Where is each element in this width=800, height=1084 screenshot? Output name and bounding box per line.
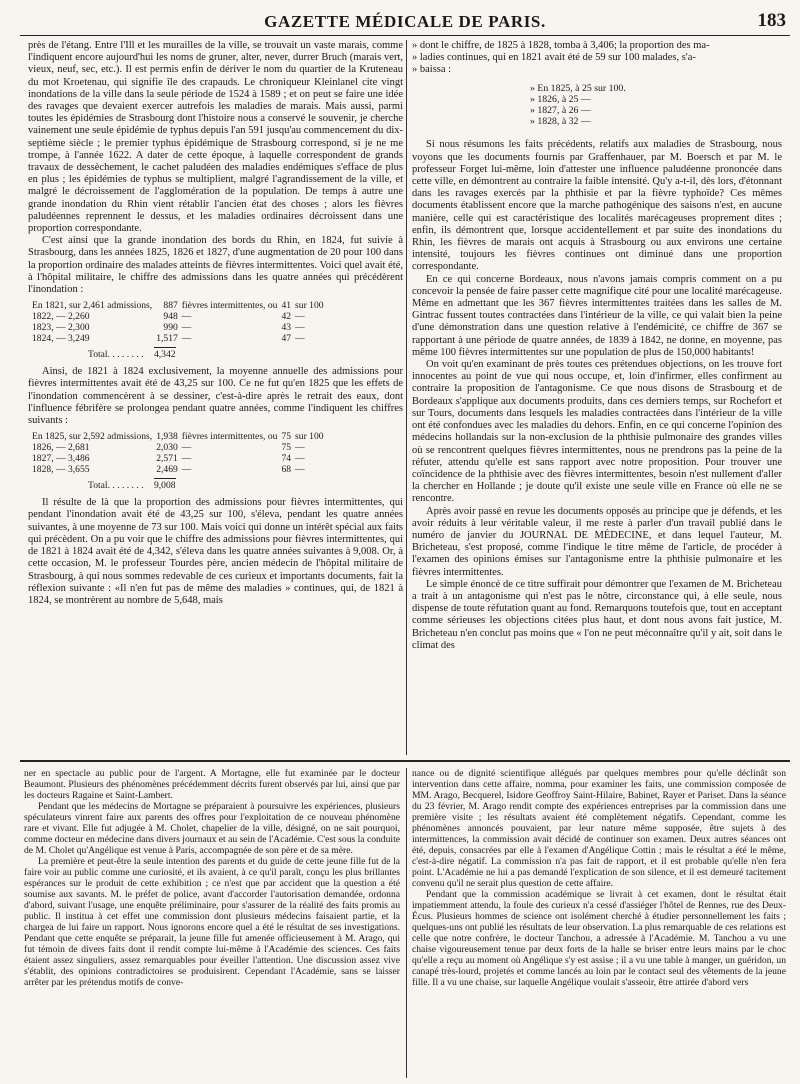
table-cell: — — [295, 464, 305, 476]
table-cell: — — [181, 453, 192, 465]
continuous-diseases-table — [530, 83, 631, 128]
page-number: 183 — [757, 10, 786, 31]
upper-right-column — [412, 40, 782, 755]
table-row — [32, 311, 328, 322]
feuilleton-section — [20, 768, 790, 1078]
feuilleton-separator — [20, 760, 790, 762]
quotation — [412, 40, 782, 77]
table-cell: 68 — [281, 464, 292, 476]
paragraph: On voit qu'en examinant de près toutes ces prétendues objections, on les trouve fort innocentes au point de vue qui nous occupe, et, loin d'infirmer, elles confirment au contraire la proposition de l'antagonisme. Ce que nous disons de Strasbourg et de Bordeaux s'applique aux documents produits, dans ces derniers temps, sur Rochefort et sur Tours, documents dans lesquels les maladies contractées dans l'intérieur de la ville ont été confondues avec les maladies du dehors. Enfin, en ce qui concerne l'opinion des médecins hollandais sur la non-exclusion de la phthisie pulmonaire des grandes villes où se rencontrent quelques fièvres intermittentes, nous ne prendrons pas la peine de la réfuter, attendu qu'elle est sans rapport avec notre proposition. Pour trouver une coïncidence de la phthisie avec des fièvres intermittentes, besoin n'est nullement d'aller la chercher en Hollande ; je doute qu'il existe une seule ville en France où elle ne se rencontre. — [412, 359, 782, 505]
table-cell: 948 — [163, 311, 178, 323]
total-label: Total. . . . . . . . — [88, 349, 144, 361]
table-cell: — — [181, 322, 192, 334]
table-row — [32, 322, 328, 333]
table-cell: 1828, — 3,655 — [32, 464, 90, 476]
table-cell: — — [181, 333, 192, 345]
paragraph: nance ou de dignité scientifique allégués par quelques membres pour qu'elle déclinât son intervention dans cette affaire, nomma, pour examiner les faits, une commission composée de MM. Arago, Becquerel, Isidore Geoffroy Saint-Hilaire, Babinet, Rayer et Pariset. Dans la séance du 23 février, M. Arago rendit compte des expériences entreprises par la commission dans une première visite ; les résultats avaient été complètement négatifs. Cependant, comme les phénomènes annoncés pouvaient, par leur nature même supposée, être sujets à des intermittences, la commission avait décidé de continuer son examen. Deux autres séances ont été, depuis, consacrées par elle à l'examen d'Angélique Cottin ; mais le résultat a été le même, c'est-à-dire négatif. La commission n'a pas fait de rapport, et il est probable qu'elle n'en fera point. L'Académie ne lui a pas demandé l'explication de son silence, et il est demeuré tacitement convenu qu'il ne serait plus question de cette affaire. — [412, 768, 786, 889]
table-cell: 1,938 — [156, 431, 178, 443]
table-cell: 1826, — 2,681 — [32, 442, 90, 454]
table-cell: — — [295, 333, 305, 345]
upper-left-column — [28, 40, 403, 755]
table-cell: — — [295, 322, 305, 334]
table-row — [530, 116, 631, 127]
table-cell: 887 — [163, 300, 178, 312]
table-row — [530, 94, 631, 105]
paragraph: Après avoir passé en revue les documents opposés au principe que je défends, et les avoir réduits à leur véritable valeur, il me reste à parler d'un travail publié dans le numéro de janvier du JOURNAL DE MÉDECINE, et dans lequel l'auteur, M. Bricheteau, s'est proposé, comme l'indique le titre même de l'article, de procéder à l'examen des opinions émises sur l'antagonisme entre la phthisie pulmonaire et les fièvres intermittentes. — [412, 505, 782, 578]
lower-left-column — [24, 768, 400, 1078]
total-value: 4,342 — [153, 349, 176, 361]
admissions-table-1825-1828 — [32, 431, 328, 475]
table-cell: 1827, — 3,486 — [32, 453, 90, 465]
journal-title: GAZETTE MÉDICALE DE PARIS. — [264, 12, 546, 31]
table-cell: 990 — [163, 322, 178, 334]
table-cell: 75 — [281, 442, 292, 454]
table-cell: — — [295, 453, 305, 465]
table-cell: fièvres intermittentes, ou — [181, 431, 278, 443]
paragraph: La première et peut-être la seule intention des parents et du guide de cette jeune fille fut de la faire voir au public comme une curiosité, et ils avaient, à ce qu'il paraît, conçu les plus brillantes espérances sur le produit de cette exhibition ; ce n'est que par accident que la question a été soumise aux savants. M. le préfet de police, avant d'accorder l'autorisation demandée, ordonna d'abord, suivant l'usage, une enquête préliminaire, pour s'assurer de la réalité des faits promis au public. Il institua à cet effet une commission dont plusieurs médecins faisaient partie, et la chargea de lui faire un rapport. Nous ignorons encore quel a été le résultat de ses investigations. Pendant que cette enquête se préparait, la jeune fille fut amenée officieusement à M. Arago, qui fut témoin de divers faits dont il rendit compte lui-même à l'Académie des sciences. Ces faits étaient assez singuliers, assez remarquables pour éveiller l'attention. Une discussion assez vive s'établit, des opinions contradictoires se produisirent. Cependant l'Académie, sans se laisser arrêter par les prétendus motifs de conve- — [24, 856, 400, 988]
table-cell: — — [181, 311, 192, 323]
table-cell: » 1828, à 32 — — [530, 116, 591, 128]
table-row — [32, 464, 328, 475]
paragraph: Le simple énoncé de ce titre suffirait pour démontrer que l'examen de M. Bricheteau a trait à un antagonisme qui n'est pas le nôtre, circonstance qui, à elle seule, nous dispense de toute réfutation quant au fond. Remarquons toutefois que, tout en acceptant comme sérieuses les objections citées plus haut, et dont nous avons fait justice, M. Bricheteau n'en conclut pas moins que « l'on ne peut méconnaître qu'il y ait, soit dans le climat des — [412, 578, 782, 651]
total-row — [88, 478, 403, 491]
quote-line: » ladies continues, qui en 1821 avait été de 59 sur 100 malades, s'a- — [412, 52, 696, 64]
admissions-table-1821-1824 — [32, 300, 328, 344]
lower-right-column — [412, 768, 786, 1078]
total-label: Total. . . . . . . . — [88, 480, 144, 492]
table-cell: 75 — [281, 431, 292, 443]
table-cell: 47 — [281, 333, 292, 345]
table-cell: fièvres intermittentes, ou — [181, 300, 278, 312]
table-cell: » 1827, à 26 — — [530, 105, 591, 117]
table-row — [32, 333, 328, 344]
table-cell: — — [181, 442, 192, 454]
table-row — [32, 442, 328, 453]
paragraph: En ce qui concerne Bordeaux, nous n'avons jamais compris comment on a pu concevoir la pensée de faire passer cette magnifique cité pour une localité marécageuse. Même en admettant que les 367 fièvres intermittentes traitées dans les salles de M. Gintrac fussent toutes contractées dans l'intérieur de la ville, ce qui valait bien la peine d'une démonstration dans une question relative à l'endémicité, ce chiffre de 367 se rapportant à une période de quatre années, de 1839 à 1842, ne donne, en moyenne, pas même 100 fièvres intermittentes sur une population de plus de 150,000 habitants! — [412, 273, 782, 358]
paragraph: ner en spectacle au public pour de l'argent. A Mortagne, elle fut examinée par le docteur Beaumont. Plusieurs des phénomènes précédemment décrits furent observés par lui, ainsi que par les docteurs Ragaine et Saint-Lambert. — [24, 768, 400, 801]
table-cell: sur 100 — [295, 300, 324, 312]
table-cell: — — [295, 442, 305, 454]
table-cell: 1823, — 2,300 — [32, 322, 90, 334]
table-cell: 1,517 — [156, 333, 178, 345]
paragraph: C'est ainsi que la grande inondation des bords du Rhin, en 1824, fut suivie à Strasbourg, dans les années 1825, 1826 et 1827, d'une augmentation de 20 pour 100 dans la proportion ordinaire des malades atteints de fièvres intermittentes. Voici quel avait été, à l'hôpital militaire, le chiffre des admissions dans les quatre années qui précédèrent l'inondation : — [28, 235, 403, 296]
page-header — [20, 8, 790, 36]
table-row — [32, 431, 328, 442]
paragraph: Il résulte de là que la proportion des admissions pour fièvres intermittentes, qui pendant l'inondation avait été de 43,25 sur 100, s'éleva, pendant les quatre années suivantes, à une moyenne de 73 sur 100. Mais voici qui donne un intérêt spécial aux faits qui précèdent. On a pu voir que le chiffre des admissions pour fièvres intermittentes, qui de 1821 à 1824 avait été de 4,342, s'éleva dans les quatre années suivantes à 9,008. Or, à cette occasion, M. le professeur Tourdes père, ancien médecin de l'hôpital militaire de Strasbourg, à qui nous sommes redevable de ces curieux et importants documents, fait la réflexion suivante : «Il n'en fut pas de même des maladies » continues, qui, de 1821 à 1824, se montrèrent au nombre de 5,648, mais — [28, 497, 403, 606]
table-row — [530, 83, 631, 94]
table-cell: — — [181, 464, 192, 476]
table-cell: En 1821, sur 2,461 admissions, — [32, 300, 153, 312]
table-row — [32, 453, 328, 464]
quote-line: » baissa : — [412, 64, 452, 76]
table-cell: 41 — [281, 300, 292, 312]
paragraph: Ainsi, de 1821 à 1824 exclusivement, la moyenne annuelle des admissions pour fièvres intermittentes avait été de 43,25 sur 100. Ce ne fut qu'en 1825 que les effets de l'inondation commencèrent à se dessiner, c'est-à-dire après le retrait des eaux, dont l'influence fébrifère se prolongea pendant quatre années, comme l'indiquent les chiffres suivants : — [28, 366, 403, 427]
newspaper-page — [20, 8, 790, 1078]
table-cell: 42 — [281, 311, 292, 323]
quote-line: » dont le chiffre, de 1825 à 1828, tomba à 3,406; la proportion des ma- — [412, 40, 710, 51]
paragraph: Pendant que les médecins de Mortagne se préparaient à poursuivre les expériences, plusieurs spéculateurs vinrent faire aux parents des offres pour l'exploitation de ce nouveau phénomène rare et vivant. Elle fut adjugée à M. Cholet, chapelier de la ville, désigné, on ne sait pourquoi, comme docteur en médecine dans divers journaux et au sein de l'Académie. C'est sous la conduite de M. Cholet qu'Angélique est venue à Paris, accompagnée de son père et de sa mère. — [24, 801, 400, 856]
table-cell: sur 100 — [295, 431, 324, 443]
paragraph: Si nous résumons les faits précédents, relatifs aux maladies de Strasbourg, nous voyons que les documents fournis par Graffenhauer, par M. Boersch et par M. le professeur Forget lui-même, loin d'attester une influence paludéenne prononcée dans cette ville, en démontrent au contraire la faible intensité. Qu'y a-t-il, dès lors, d'étonnant dans les ravages exercés par la phthisie et par la fièvre typhoïde? Ces mêmes documents établissent encore que la marche pathogénique des saisons n'est, en aucune manière, celle qui est caractéristique des localités marécageuses proprement dites ; enfin, ils démontrent que, lorsque accidentellement et par suite des inondations du Rhin, les fièvres de marais ont acquis à Strasbourg ou aux environs une certaine intensité, toujours les fièvres continues ont diminué dans une proportion correspondante. — [412, 139, 782, 273]
table-cell: 2,469 — [156, 464, 178, 476]
paragraph: près de l'étang. Entre l'Ill et les murailles de la ville, se trouvait un vaste marais, comme l'indiquent encore aujourd'hui les noms de gruner, alter, never, durrer Bruch (marais vert, vieux, neuf, sec, etc.). Il est permis enfin de dériver le nom du quartier de la Kruteneau du mot Kroetenau, qui signifie île des crapauds. Le chroniqueur Kleinlanel cite vingt inondations de la ville dans la seule période de 1524 à 1589 ; et on peut se faire une idée des ravages que devaient exercer autrefois les maladies de marais. Mais aussi, parmi toutes les épidémies de Strasbourg dont l'histoire nous a conservé le souvenir, je cherche vainement une seule épidémie de typhus depuis l'an 591 jusqu'au commencement du dix-septième siècle ; le premier typhus épidémique de Strasbourg correspond, si je ne me trompe, à l'année 1622. A dater de cette époque, à laquelle correspondent de grands travaux de dessèchement, le cachet paludéen des maladies endémiques s'efface de plus en plus ; les épidémies de typhus se multiplient, malgré l'agrandissement de la ville, et malgré le décroissement de l'agglomération de la population. De temps à autre une grande inondation du Rhin vient rétablir l'ancien état des choses ; alors les fièvres paludéennes reprennent le dessus, et les maladies ordinaires décroissent dans une proportion correspondante. — [28, 40, 403, 235]
table-cell: 2,571 — [156, 453, 178, 465]
table-cell: En 1825, sur 2,592 admissions, — [32, 431, 153, 443]
upper-section — [20, 40, 790, 755]
table-cell: — — [295, 311, 305, 323]
table-cell: 1822, — 2,260 — [32, 311, 90, 323]
table-row — [32, 300, 328, 311]
table-cell: 43 — [281, 322, 292, 334]
table-row — [530, 105, 631, 116]
total-row — [88, 347, 403, 360]
table-cell: 2,030 — [156, 442, 178, 454]
total-value: 9,008 — [153, 480, 176, 492]
paragraph: Pendant que la commission académique se livrait à cet examen, dont le résultat était impatiemment attendu, la foule des curieux n'a cessé d'assiéger l'hôtel de Rennes, rue des Deux-Écus. Plusieurs hommes de science ont isolément cherché à étudier personnellement les faits ; quelques-uns ont publié les résultats de leur observation. La plus remarquable de ces relations est celle que notre confrère, le docteur Tanchou, a adressée à l'Académie. M. Tanchou a vu une chaise vigoureusement tenue par deux forts de la halle se briser entre leurs mains par le choc qu'elle a reçu au moment où Angélique s'y est assise ; il a vu une table à manger, un guéridon, un canapé très-lourd, projetés et comme lancés au loin par le contact seul des vêtements de la jeune fille. Il a vu une chaise, sur laquelle Angélique voulait s'asseoir, être attirée d'abord vers — [412, 889, 786, 988]
table-cell: » 1826, à 25 — — [530, 93, 591, 105]
table-cell: 74 — [281, 453, 292, 465]
table-cell: 1824, — 3,249 — [32, 333, 90, 345]
table-cell: » En 1825, à 25 sur 100. — [530, 82, 626, 94]
